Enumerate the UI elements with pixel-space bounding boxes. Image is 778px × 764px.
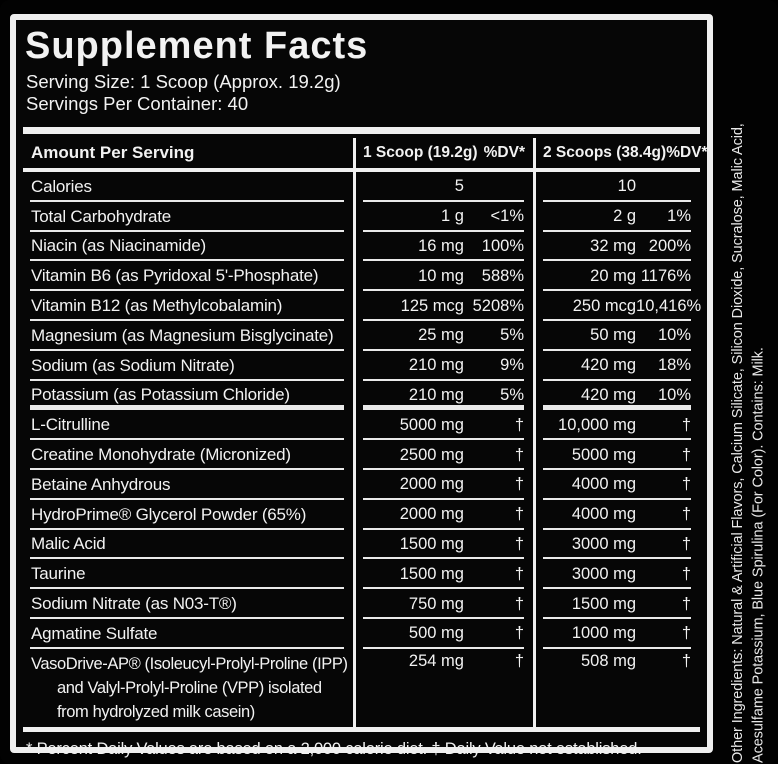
dv-1-scoop: † [514,475,524,494]
header-2-scoops-label: 2 Scoops (38.4g) [543,144,667,161]
scoop-cell [353,381,533,411]
dv-2-scoops: † [681,415,691,434]
ingredient-name: Agmatine Sulfate [23,619,353,649]
ingredient-name: Vitamin B12 (as Methylcobalamin) [23,291,353,321]
ingredient-name: Betaine Anhydrous [23,470,353,500]
table-row [23,232,700,262]
scoop-cell [533,410,700,440]
scoop-cell [353,649,533,727]
amount-1-scoop: 210 mg [408,385,464,404]
table-row [23,470,700,500]
header-2-scoops [533,138,716,168]
other-ingredients-line1: Other Ingredients: Natural & Artificial Flavors, Calcium Silicate, Silicon Dioxide, Sucralose, Malic Acid, [730,123,746,763]
header-1-scoop-dv: %DV* [483,144,525,161]
dv-1-scoop: 5% [500,385,524,404]
facts-table [23,138,708,727]
amount-2-scoops: 50 mg [590,326,637,345]
table-row [23,440,700,470]
scoop-cell [353,559,533,589]
amount-1-scoop: 10 mg [418,266,464,285]
panel-title: Supplement Facts [25,25,369,67]
dv-2-scoops: 10% [657,326,691,345]
table-body [23,172,700,727]
ingredient-name: Sodium (as Sodium Nitrate) [23,351,353,381]
other-ingredients-vertical-text [728,0,769,763]
amount-1-scoop: 210 mg [408,356,464,375]
table-row [23,202,700,232]
amount-2-scoops: 508 mg [580,651,637,670]
scoop-cell [353,351,533,381]
dv-2-scoops: † [681,624,691,643]
ingredient-name: Calories [23,172,353,202]
amount-1-scoop: 254 mg [408,651,464,670]
scoop-cell [353,589,533,619]
dv-2-scoops: 200% [648,236,691,255]
dv-2-scoops: † [681,445,691,464]
ingredient-name: Malic Acid [23,530,353,560]
dv-2-scoops: † [681,505,691,524]
table-row [23,410,700,440]
table-row [23,172,700,202]
scoop-cell [353,321,533,351]
amount-2-scoops: 4000 mg [571,505,637,524]
dv-1-scoop: † [514,594,524,613]
ingredient-name: Vitamin B6 (as Pyridoxal 5'-Phosphate) [23,261,353,291]
header-2-scoops-dv: %DV* [666,144,708,161]
dv-1-scoop: 100% [481,236,524,255]
amount-2-scoops: 2 g [613,207,637,226]
table-row [23,261,700,291]
scoop-cell [533,619,700,649]
amount-2-scoops: 10,000 mg [558,415,637,434]
amount-2-scoops: 3000 mg [571,564,637,583]
dv-1-scoop: † [514,534,524,553]
dv-1-scoop: † [514,415,524,434]
scoop-cell [533,321,700,351]
scoop-cell [353,202,533,232]
amount-2-scoops: 5000 mg [571,445,637,464]
table-row [23,649,700,727]
dv-1-scoop: 588% [481,266,524,285]
table-row [23,321,700,351]
scoop-cell [353,619,533,649]
scoop-cell [353,232,533,262]
scoop-cell [533,470,700,500]
table-row [23,291,700,321]
dv-1-scoop: 9% [500,356,524,375]
dv-2-scoops: † [681,564,691,583]
scoop-cell [353,440,533,470]
dv-2-scoops: † [681,475,691,494]
amount-1-scoop: 2500 mg [399,445,464,464]
ingredient-name: Total Carbohydrate [23,202,353,232]
ingredient-name: Niacin (as Niacinamide) [23,232,353,262]
dv-1-scoop: † [514,445,524,464]
scoop-cell [533,559,700,589]
table-row [23,351,700,381]
amount-1-scoop: 2000 mg [399,505,464,524]
dv-1-scoop: 5208% [472,296,524,315]
dv-1-scoop: 5% [500,326,524,345]
scoop-cell [353,530,533,560]
scoop-cell [353,410,533,440]
amount-1-scoop: 2000 mg [399,475,464,494]
daily-value-footnote: * Percent Daily Values are based on a 2,000 calorie diet. † Daily Value not established. [26,739,642,758]
supplement-facts-panel [10,14,713,758]
scoop-cell [353,470,533,500]
amount-1-scoop: 1 g [441,207,464,226]
scoop-cell [533,530,700,560]
amount-1-scoop: 5000 mg [399,415,464,434]
dv-2-scoops: † [681,651,691,670]
amount-1-scoop: 125 mcg [400,296,464,315]
scoop-cell [353,291,533,321]
servings-per-container-text: Servings Per Container: 40 [26,92,249,114]
ingredient-name: Sodium Nitrate (as N03-T®) [23,589,353,619]
table-row [23,500,700,530]
amount-2-scoops: 4000 mg [571,475,637,494]
dv-2-scoops: 1176% [640,266,691,285]
scoop-cell [533,589,700,619]
scoop-cell [353,500,533,530]
dv-1-scoop: † [514,505,524,524]
scoop-cell [533,232,700,262]
dv-2-scoops: 1% [667,207,691,226]
dv-1-scoop: † [514,564,524,583]
serving-size-text: Serving Size: 1 Scoop (Approx. 19.2g) [26,71,341,92]
ingredient-name: Potassium (as Potassium Chloride) [23,381,353,411]
amount-1-scoop: 1500 mg [399,534,464,553]
scoop-cell [353,261,533,291]
ingredient-name: HydroPrime® Glycerol Powder (65%) [23,500,353,530]
other-ingredients-line2: Acesulfame Potassium, Blue Spirulina (For Color). Contains: Milk. [750,347,767,763]
scoop-cell [533,500,700,530]
ingredient-name: L-Citrulline [23,410,353,440]
table-row [23,589,700,619]
amount-2-scoops: 1500 mg [571,594,637,613]
header-1-scoop-label: 1 Scoop (19.2g) [363,144,478,161]
amount-2-scoops: 250 mcg [572,296,637,315]
amount-1-scoop: 5 [454,177,464,196]
dv-1-scoop: <1% [490,207,524,226]
table-row [23,381,700,411]
amount-2-scoops: 20 mg [590,266,637,285]
ingredient-name: Taurine [23,559,353,589]
table-row [23,559,700,589]
ingredient-name: VasoDrive-AP® (Isoleucyl-Prolyl-Proline (IPP) and Valyl-Prolyl-Proline (VPP) isolated from hydrolyzed milk casein) [31,654,348,721]
scoop-cell [533,202,700,232]
amount-2-scoops: 1000 mg [571,624,637,643]
ingredient-name: Creatine Monohydrate (Micronized) [23,440,353,470]
scoop-cell [533,649,700,727]
amount-2-scoops: 32 mg [590,236,637,255]
amount-1-scoop: 1500 mg [399,564,464,583]
amount-2-scoops: 420 mg [580,356,637,375]
dv-2-scoops: 10% [657,385,691,404]
header-amount-per-serving: Amount Per Serving [31,143,195,162]
dv-1-scoop: † [514,624,524,643]
dv-1-scoop: † [514,651,524,670]
scoop-cell [353,172,533,202]
scoop-cell [533,351,700,381]
table-header-row [23,138,708,172]
amount-2-scoops: 3000 mg [571,534,637,553]
scoop-cell [533,172,700,202]
table-row [23,619,700,649]
dv-2-scoops: † [681,594,691,613]
thick-divider-bar [23,127,700,134]
amount-1-scoop: 750 mg [408,594,464,613]
dv-2-scoops: † [681,534,691,553]
scoop-cell [533,381,700,411]
dv-2-scoops: 18% [657,356,691,375]
ingredient-name: Magnesium (as Magnesium Bisglycinate) [23,321,353,351]
scoop-cell [533,261,700,291]
amount-1-scoop: 500 mg [408,624,464,643]
header-1-scoop [353,138,533,168]
amount-1-scoop: 16 mg [418,236,464,255]
table-row [23,530,700,560]
dv-2-scoops: 10,416% [636,296,702,315]
scoop-cell [533,440,700,470]
amount-2-scoops: 10 [617,177,637,196]
amount-1-scoop: 25 mg [418,326,464,345]
scoop-cell [533,291,700,321]
amount-2-scoops: 420 mg [580,385,637,404]
